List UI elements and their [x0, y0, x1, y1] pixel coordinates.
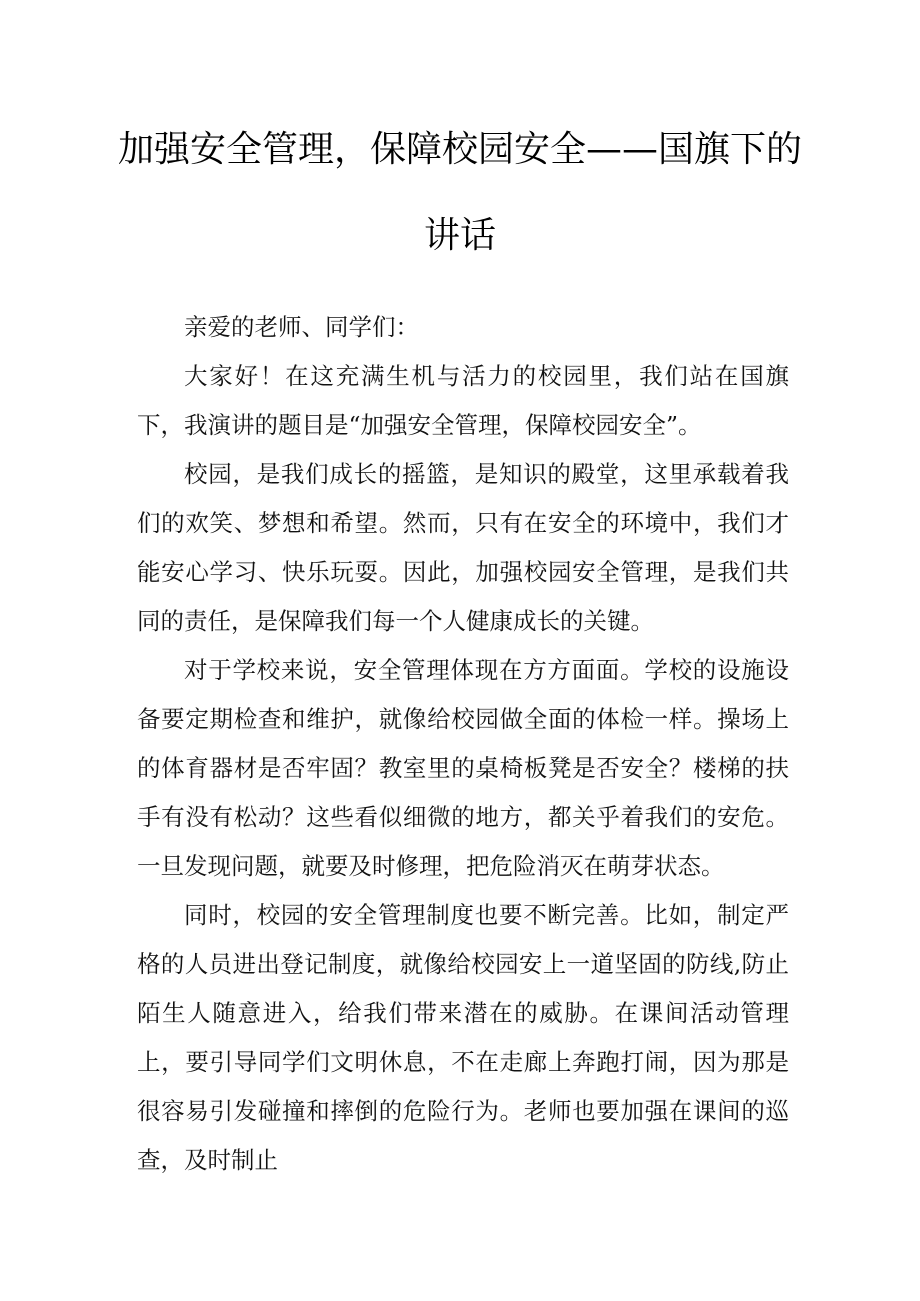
paragraph-opening: 大家好！在这充满生机与活力的校园里，我们站在国旗下，我演讲的题目是“加强安全管理，保障校园安全”。: [137, 362, 789, 439]
document-title-line2: 讲话: [423, 215, 496, 256]
paragraph-rules: 同时，校园的安全管理制度也要不断完善。比如，制定严格的人员进出登记制度，就像给校园安上一道坚固的防线,防止陌生人随意进入，给我们带来潜在的威胁。在课间活动管理上，要引导同学们文明休息，不在走廊上奔跑打闹，因为那是很容易引发碰撞和摔倒的危险行为。老师也要加强在课间的巡查，及时制止: [137, 901, 789, 1174]
paragraph-facilities: 对于学校来说，安全管理体现在方方面面。学校的设施设备要定期检查和维护，就像给校园做全面的体检一样。操场上的体育器材是否牢固？教室里的桌椅板凳是否安全？楼梯的扶手有没有松动？这些看似细微的地方，都关乎着我们的安危。一旦发现问题，就要及时修理，把危险消灭在萌芽状态。: [137, 656, 789, 880]
document-title-line1: 加强安全管理，保障校园安全——国旗下的: [117, 129, 802, 170]
document-body: [137, 303, 789, 1185]
greeting: 亲爱的老师、同学们：: [184, 313, 419, 341]
paragraph-campus: 校园，是我们成长的摇篮，是知识的殿堂，这里承载着我们的欢笑、梦想和希望。然而，只有在安全的环境中，我们才能安心学习、快乐玩耍。因此，加强校园安全管理，是我们共同的责任，是保障我们每一个人健康成长的关键。: [137, 460, 789, 635]
